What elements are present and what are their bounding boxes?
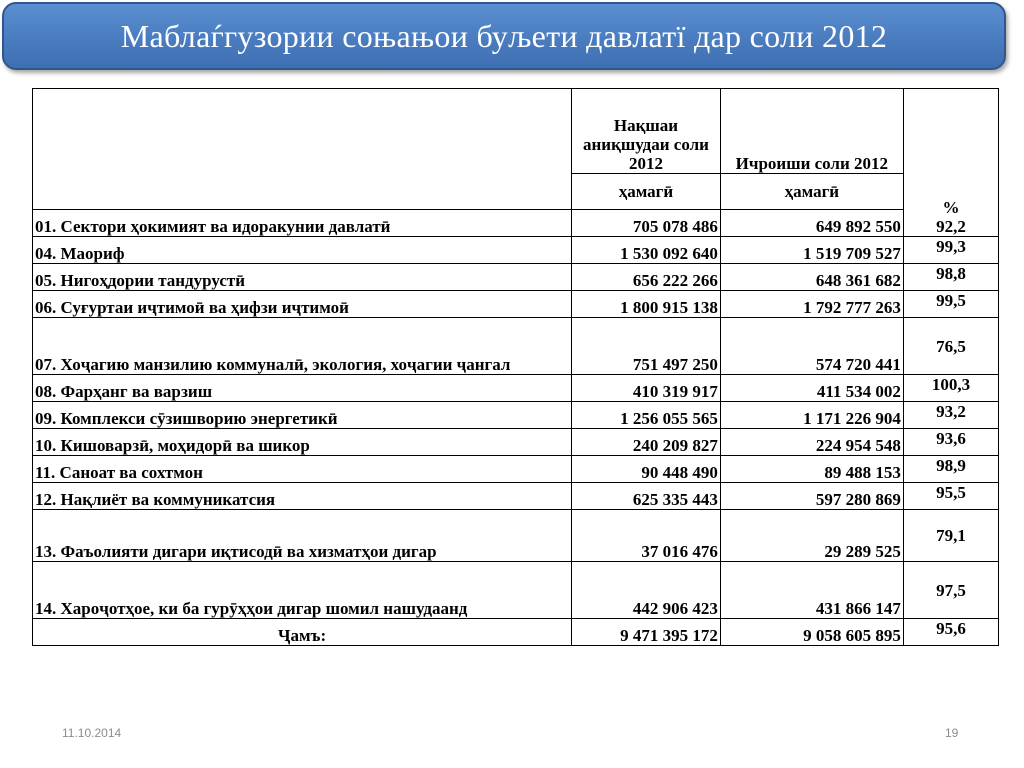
row-name: 10. Кишоварзӣ, моҳидорӣ ва шикор [33,429,572,456]
row-01-percent: 92,2 [936,217,966,236]
row-plan: 751 497 250 [572,318,721,375]
table-row [33,402,999,429]
row-name: 12. Нақлиёт ва коммуникатсия [33,483,572,510]
row-percent: 98,8 [903,264,998,291]
table-row [33,510,999,562]
row-exec: 1 519 709 527 [720,237,903,264]
total-percent: 95,6 [903,619,998,646]
total-label: Ҷамъ: [33,619,572,646]
row-plan: 705 078 486 [572,210,721,237]
total-exec: 9 058 605 895 [720,619,903,646]
header-plan: Нақшаи аниқшудаи соли 2012 [572,89,721,174]
row-name: 14. Хароҷотҳое, ки ба гурӯҳҳои дигар шомил нашудаанд [33,562,572,619]
table-row [33,264,999,291]
row-percent: 93,2 [903,402,998,429]
row-plan: 410 319 917 [572,375,721,402]
table-row [33,456,999,483]
header-blank-cell [33,89,572,210]
header-percent: % [942,198,960,217]
row-percent: 100,3 [903,375,998,402]
row-name: 08. Фарҳанг ва варзиш [33,375,572,402]
row-plan: 1 530 092 640 [572,237,721,264]
row-exec: 89 488 153 [720,456,903,483]
row-percent: 97,5 [903,562,998,619]
budget-table [32,88,999,646]
row-exec: 29 289 525 [720,510,903,562]
row-exec: 411 534 002 [720,375,903,402]
row-name: 06. Суғуртаи иҷтимоӣ ва ҳифзи иҷтимоӣ [33,291,572,318]
row-plan: 656 222 266 [572,264,721,291]
table-row [33,562,999,619]
row-name: 09. Комплекси сӯзишворию энергетикӣ [33,402,572,429]
table-row [33,291,999,318]
row-exec: 574 720 441 [720,318,903,375]
row-exec: 649 892 550 [720,210,903,237]
row-percent: 98,9 [903,456,998,483]
row-plan: 90 448 490 [572,456,721,483]
slide-title: Маблаѓгузории соњањои буљети давлатї дар соли 2012 [120,17,888,54]
row-plan: 240 209 827 [572,429,721,456]
row-plan: 37 016 476 [572,510,721,562]
row-name: 07. Хоҷагию манзилию коммуналӣ, экология, хоҷагии ҷангал [33,318,572,375]
row-percent: 93,6 [903,429,998,456]
row-plan: 1 256 055 565 [572,402,721,429]
title-banner [2,2,1006,70]
row-percent: 95,5 [903,483,998,510]
row-name: 01. Сектори ҳокимият ва идоракунии давлатӣ [33,210,572,237]
row-exec: 597 280 869 [720,483,903,510]
row-exec: 1 792 777 263 [720,291,903,318]
header-percent-cell [903,89,998,237]
table-total-row [33,619,999,646]
header-exec-sub: ҳамагӣ [720,173,903,209]
row-percent: 99,5 [903,291,998,318]
header-execution: Ичрoиши соли 2012 [720,89,903,174]
row-percent: 76,5 [903,318,998,375]
row-percent: 99,3 [903,237,998,264]
row-exec: 431 866 147 [720,562,903,619]
table-row [33,237,999,264]
row-name: 04. Маориф [33,237,572,264]
table-row [33,318,999,375]
row-exec: 648 361 682 [720,264,903,291]
row-name: 13. Фаъолияти дигари иқтисодӣ ва хизматҳои дигар [33,510,572,562]
row-percent: 79,1 [903,510,998,562]
row-plan: 442 906 423 [572,562,721,619]
header-plan-sub: ҳамагӣ [572,173,721,209]
row-name: 11. Саноат ва сохтмон [33,456,572,483]
table-row [33,429,999,456]
row-exec: 1 171 226 904 [720,402,903,429]
total-plan: 9 471 395 172 [572,619,721,646]
page-number: 19 [945,726,959,740]
row-name: 05. Нигоҳдории тандурустӣ [33,264,572,291]
table-row [33,210,999,237]
row-plan: 625 335 443 [572,483,721,510]
table-row [33,483,999,510]
table-row [33,375,999,402]
footer-date: 11.10.2014 [62,726,122,740]
row-exec: 224 954 548 [720,429,903,456]
table-header-row [33,89,999,174]
row-plan: 1 800 915 138 [572,291,721,318]
